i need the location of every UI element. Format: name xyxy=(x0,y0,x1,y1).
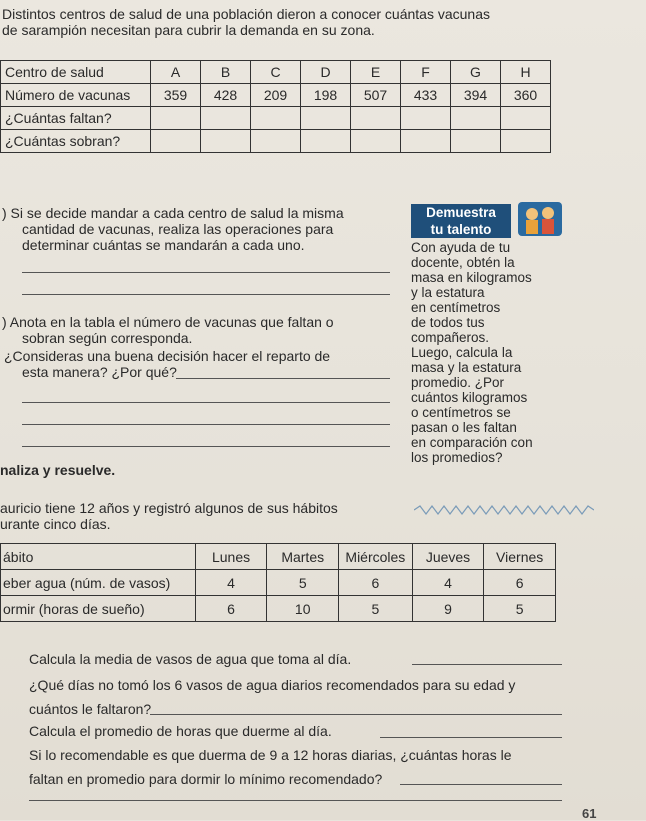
answer-line[interactable] xyxy=(400,784,562,785)
answer-cell[interactable] xyxy=(251,107,301,130)
table-cell: 5 xyxy=(339,596,413,622)
question-c: Calcula el promedio de horas que duerme al día. xyxy=(29,723,332,739)
question-b-line-1: ¿Qué días no tomó los 6 vasos de agua diarios recomendados para su edad y xyxy=(29,677,516,693)
table-cell: 4 xyxy=(412,570,484,596)
answer-cell[interactable] xyxy=(251,130,301,153)
answer-line[interactable] xyxy=(29,800,562,801)
vaccine-cell: 507 xyxy=(351,84,401,107)
answer-line[interactable] xyxy=(22,446,390,447)
answer-cell[interactable] xyxy=(351,107,401,130)
answer-cell[interactable] xyxy=(501,130,551,153)
answer-line[interactable] xyxy=(380,737,562,738)
answer-cell[interactable] xyxy=(201,107,251,130)
answer-line[interactable] xyxy=(22,424,390,425)
question-d-line-1: Si lo recomendable es que duerma de 9 a 12 horas diarias, ¿cuántas horas le xyxy=(29,747,512,763)
center-cell: H xyxy=(501,61,551,84)
talent-badge xyxy=(411,204,511,238)
vaccine-cell: 209 xyxy=(251,84,301,107)
answer-cell[interactable] xyxy=(401,130,451,153)
talent-line: masa en kilogramos xyxy=(411,270,532,285)
table-cell: 9 xyxy=(412,596,484,622)
question-b-line-2: cuántos le faltaron? xyxy=(29,701,152,717)
table-cell: 4 xyxy=(195,570,267,596)
page-number: 61 xyxy=(582,806,597,821)
talent-line: Luego, calcula la xyxy=(411,345,513,360)
talent-line: pasan o les faltan xyxy=(411,420,517,435)
row-header: Centro de salud xyxy=(1,61,151,84)
table-row xyxy=(1,596,556,622)
talent-line: los promedios? xyxy=(411,450,503,465)
answer-cell[interactable] xyxy=(301,130,351,153)
vaccine-cell: 428 xyxy=(201,84,251,107)
table-cell: 6 xyxy=(195,596,267,622)
row-header: ¿Cuántas sobran? xyxy=(1,130,151,153)
talent-line: o centímetros se xyxy=(411,405,511,420)
table-row xyxy=(1,544,556,570)
answer-cell[interactable] xyxy=(151,130,201,153)
answer-cell[interactable] xyxy=(501,107,551,130)
intro-line-1: Distintos centros de salud de una población dieron a conocer cuántas vacunas xyxy=(2,6,490,22)
center-cell: A xyxy=(151,61,201,84)
answer-line[interactable] xyxy=(22,402,390,403)
answer-cell[interactable] xyxy=(351,130,401,153)
center-cell: C xyxy=(251,61,301,84)
question-2-line-1: ) Anota en la tabla el número de vacunas que faltan o xyxy=(2,314,334,330)
answer-line[interactable] xyxy=(22,272,390,273)
vaccine-cell: 433 xyxy=(401,84,451,107)
question-1-line-3: determinar cuántas se mandarán a cada uno. xyxy=(22,237,305,253)
section-intro-1: auricio tiene 12 años y registró algunos de sus hábitos xyxy=(0,500,338,516)
answer-cell[interactable] xyxy=(201,130,251,153)
section-title: naliza y resuelve. xyxy=(0,462,116,478)
vaccine-cell: 394 xyxy=(451,84,501,107)
talent-line: promedio. ¿Por xyxy=(411,375,505,390)
table-cell: 6 xyxy=(339,570,413,596)
table-cell: 6 xyxy=(484,570,556,596)
talent-line: compañeros. xyxy=(411,330,490,345)
answer-line[interactable] xyxy=(176,378,390,379)
row-header: ¿Cuántas faltan? xyxy=(1,107,151,130)
question-1-line-2: cantidad de vacunas, realiza las operaciones para xyxy=(22,221,334,237)
center-cell: E xyxy=(351,61,401,84)
answer-cell[interactable] xyxy=(151,107,201,130)
question-2-line-2: sobran según corresponda. xyxy=(22,330,193,346)
table-cell: 10 xyxy=(267,596,339,622)
talent-line: docente, obtén la xyxy=(411,255,515,270)
badge-line-2: tu talento xyxy=(411,221,511,238)
talent-line: en comparación con xyxy=(411,435,533,450)
section-intro-2: urante cinco días. xyxy=(0,516,111,532)
center-cell: B xyxy=(201,61,251,84)
answer-cell[interactable] xyxy=(301,107,351,130)
table-row xyxy=(1,570,556,596)
talent-line: cuántos kilogramos xyxy=(411,390,528,405)
talent-line: y la estatura xyxy=(411,285,485,300)
column-header: Miércoles xyxy=(339,544,413,570)
students-icon xyxy=(518,202,562,236)
answer-cell[interactable] xyxy=(451,107,501,130)
row-header: eber agua (núm. de vasos) xyxy=(1,570,196,596)
question-d-line-2: faltan en promedio para dormir lo mínimo recomendado? xyxy=(29,771,383,787)
column-header: ábito xyxy=(1,544,196,570)
center-cell: F xyxy=(401,61,451,84)
table-row xyxy=(1,107,551,130)
vaccine-cell: 360 xyxy=(501,84,551,107)
zigzag-divider xyxy=(414,505,594,515)
question-2-line-3: ¿Consideras una buena decisión hacer el reparto de xyxy=(4,348,331,364)
talent-line: masa y la estatura xyxy=(411,360,522,375)
talent-line: de todos tus xyxy=(411,315,485,330)
row-header: Número de vacunas xyxy=(1,84,151,107)
answer-cell[interactable] xyxy=(451,130,501,153)
question-2-line-4: esta manera? ¿Por qué? xyxy=(22,364,177,380)
answer-line[interactable] xyxy=(150,714,562,715)
center-cell: D xyxy=(301,61,351,84)
talent-line: Con ayuda de tu xyxy=(411,240,511,255)
answer-line[interactable] xyxy=(22,294,390,295)
column-header: Viernes xyxy=(484,544,556,570)
vaccine-cell: 198 xyxy=(301,84,351,107)
table-row xyxy=(1,84,551,107)
answer-line[interactable] xyxy=(412,664,562,665)
table-row xyxy=(1,61,551,84)
vaccine-cell: 359 xyxy=(151,84,201,107)
vaccines-table xyxy=(0,60,551,153)
intro-line-2: de sarampión necesitan para cubrir la demanda en su zona. xyxy=(2,22,375,38)
answer-cell[interactable] xyxy=(401,107,451,130)
row-header: ormir (horas de sueño) xyxy=(1,596,196,622)
badge-line-1: Demuestra xyxy=(411,204,511,221)
talent-instructions xyxy=(411,240,591,465)
column-header: Martes xyxy=(267,544,339,570)
column-header: Lunes xyxy=(195,544,267,570)
habits-table xyxy=(0,543,556,622)
table-row xyxy=(1,130,551,153)
table-cell: 5 xyxy=(267,570,339,596)
question-a: Calcula la media de vasos de agua que toma al día. xyxy=(29,651,352,667)
talent-line: en centímetros xyxy=(411,300,501,315)
question-1-line-1: ) Si se decide mandar a cada centro de salud la misma xyxy=(2,205,344,221)
column-header: Jueves xyxy=(412,544,484,570)
table-cell: 5 xyxy=(484,596,556,622)
center-cell: G xyxy=(451,61,501,84)
